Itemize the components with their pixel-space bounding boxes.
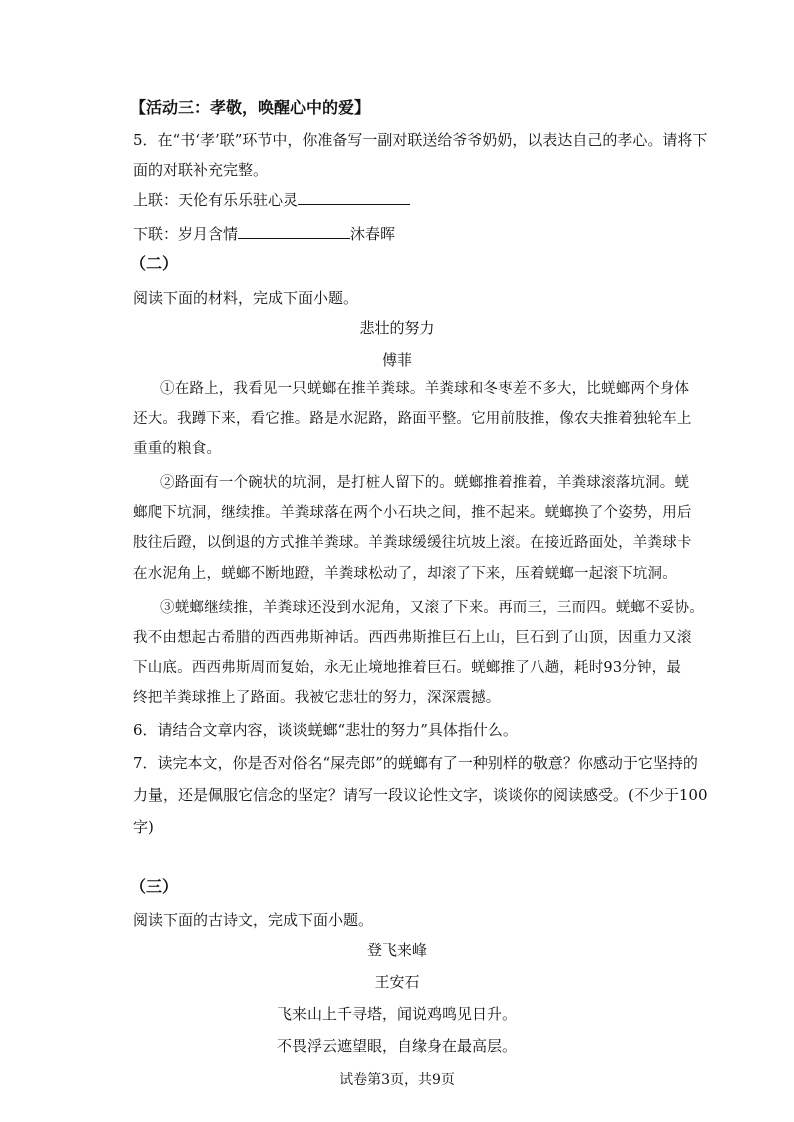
paragraph-3-line-3: 下山底。西西弗斯周而复始，永无止境地推着巨石。蜣螂推了八趟，耗时93分钟，最 [133,660,682,676]
couplet-lower-label: 下联：岁月含情 [133,225,239,243]
couplet-lower-tail: 沐春晖 [350,225,396,243]
poem-line-2: 不畏浮云遮望眼，自缘身在最高层。 [276,1037,517,1055]
couplet-lower [133,224,395,244]
couplet-upper-blank[interactable] [298,190,410,205]
section-3-instruction: 阅读下面的古诗文，完成下面小题。 [133,911,374,929]
article-author: 傅菲 [381,351,412,369]
paragraph-3-line-2: 我不由想起古希腊的西西弗斯神话。西西弗斯推巨石上山，巨石到了山顶，因重力又滚 [133,630,692,646]
poem-title: 登飞来峰 [366,941,427,959]
section-2-heading: （二） [130,254,179,273]
paragraph-1-line-1: ①在路上，我看见一只蜣螂在推羊粪球。羊粪球和冬枣差不多大，比蜣螂两个身体 [160,381,690,397]
question-6: 6．请结合文章内容，谈谈蜣螂“悲壮的努力”具体指什么。 [133,721,518,739]
paragraph-2-line-3: 肢往后蹬，以倒退的方式推羊粪球。羊粪球缓缓往坑坡上滚。在接近路面处，羊粪球卡 [133,535,692,551]
article-title: 悲壮的努力 [359,319,435,337]
poem-line-1: 飞来山上千寻塔，闻说鸡鸣见日升。 [276,1005,517,1023]
question-7-line-1: 7．读完本文，你是否对俗名“屎壳郎”的蜣螂有了一种别样的敬意？你感动于它坚持的 [133,754,698,772]
paragraph-2-line-4: 在水泥角上，蜣螂不断地蹬，羊粪球松动了，却滚了下来，压着蜣螂一起滚下坑洞。 [133,566,677,582]
question-5-line-1: 5．在“书‘孝’联”环节中，你准备写一副对联送给爷爷奶奶，以表达自己的孝心。请将下 [133,131,708,149]
question-7-line-2: 力量，还是佩服它信念的坚定？请写一段议论性文字，谈谈你的阅读感受。(不少于100 [133,786,708,804]
poem-author: 王安石 [374,973,420,991]
couplet-upper-label: 上联：天伦有乐乐驻心灵 [133,191,299,209]
paragraph-3-line-1: ③蜣螂继续推，羊粪球还没到水泥角，又滚了下来。再而三，三而四。蜣螂不妥协。 [160,600,704,616]
question-7-line-3: 字) [133,818,154,836]
paragraph-2-line-2: 螂爬下坑洞，继续推。羊粪球落在两个小石块之间，推不起来。蜣螂换了个姿势，用后 [133,505,692,521]
paragraph-1-line-3: 重重的粮食。 [133,441,222,457]
paragraph-1-line-2: 还大。我蹲下来，看它推。路是水泥路，路面平整。它用前肢推，像农夫推着独轮车上 [133,411,692,427]
paragraph-3-line-4: 终把羊粪球推上了路面。我被它悲壮的努力，深深震撼。 [133,690,501,706]
activity-heading: 【活动三：孝敬，唤醒心中的爱】 [130,98,371,117]
page-footer: 试卷第3页，共9页 [339,1072,455,1088]
paragraph-2-line-1: ②路面有一个碗状的坑洞，是打桩人留下的。蜣螂推着推着，羊粪球滚落坑洞。蜣 [160,475,690,491]
question-5-line-2: 面的对联补充完整。 [133,161,269,179]
section-3-heading: （三） [130,877,179,896]
couplet-upper [133,190,410,210]
section-2-instruction: 阅读下面的材料，完成下面小题。 [133,289,359,307]
couplet-lower-blank[interactable] [238,224,350,239]
